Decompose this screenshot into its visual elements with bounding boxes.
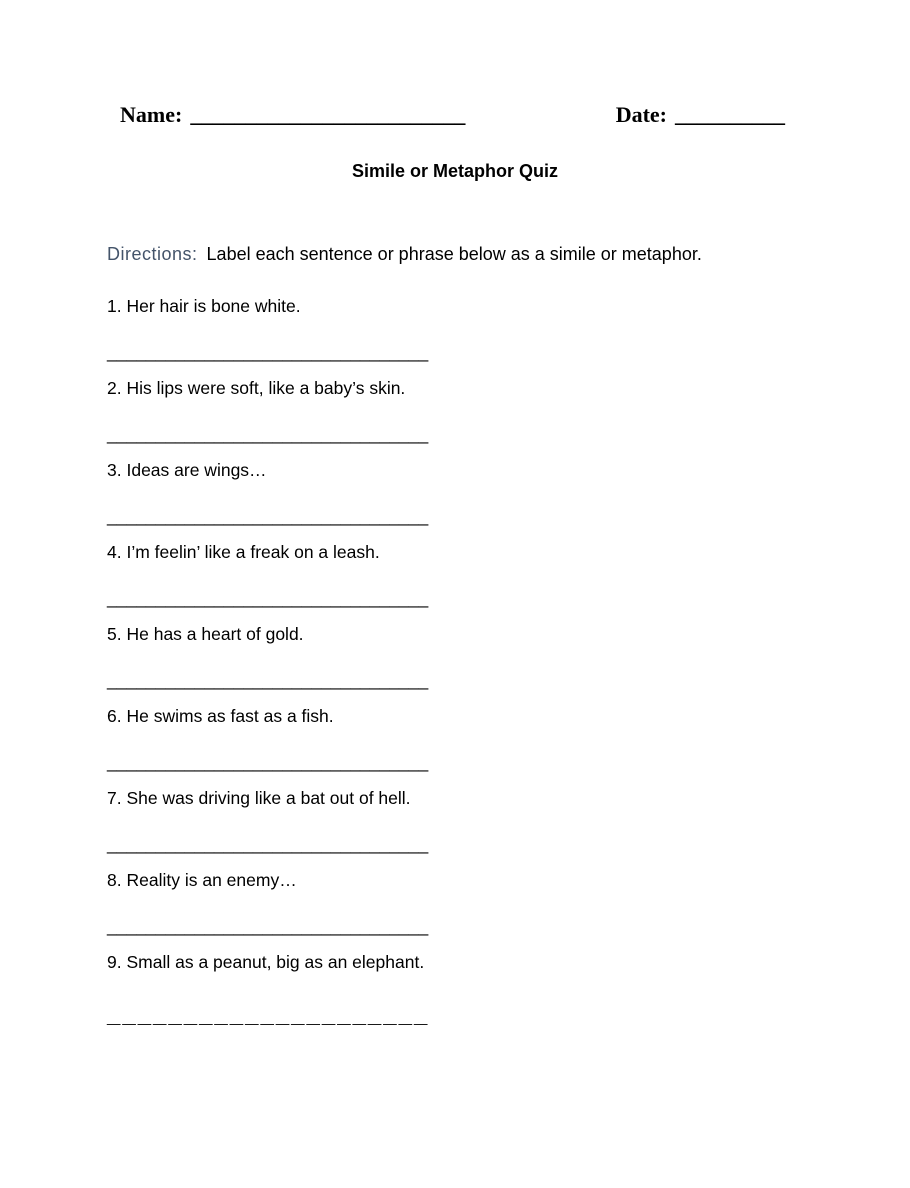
- question-text: [107, 540, 910, 564]
- question-number: 7.: [107, 788, 122, 808]
- question-number: 4.: [107, 542, 122, 562]
- question-sentence: Small as a peanut, big as an elephant.: [126, 952, 425, 972]
- question-number: 6.: [107, 706, 122, 726]
- name-blank-line: _________________________: [190, 102, 466, 127]
- question-block: [107, 540, 910, 610]
- question-sentence: She was driving like a bat out of hell.: [126, 788, 411, 808]
- question-text: [107, 294, 910, 318]
- answer-blank-line: _________________________________: [107, 588, 429, 608]
- question-sentence: I’m feelin’ like a freak on a leash.: [126, 542, 380, 562]
- question-text: [107, 704, 910, 728]
- question-block: [107, 950, 910, 1028]
- page-title: Simile or Metaphor Quiz: [351, 161, 559, 181]
- answer-blank-line-bold: _____________________: [107, 1001, 430, 1028]
- answer-blank-line: _________________________________: [107, 834, 429, 854]
- name-field-group: [120, 100, 465, 130]
- question-number: 3.: [107, 460, 122, 480]
- question-sentence: Ideas are wings…: [126, 460, 267, 480]
- date-field-group: [616, 100, 785, 130]
- answer-blank-line: _________________________________: [107, 506, 429, 526]
- header-row: [120, 100, 785, 130]
- question-block: [107, 704, 910, 774]
- question-text: [107, 458, 910, 482]
- question-block: [107, 458, 910, 528]
- date-label: Date:: [615, 102, 667, 127]
- question-text: [107, 622, 910, 646]
- question-block: [107, 622, 910, 692]
- question-number: 2.: [107, 378, 122, 398]
- question-number: 9.: [107, 952, 122, 972]
- question-block: [107, 786, 910, 856]
- question-number: 8.: [107, 870, 122, 890]
- question-text: [107, 786, 910, 810]
- date-blank-line: __________: [675, 102, 785, 127]
- question-text: [107, 950, 910, 974]
- question-block: [107, 868, 910, 938]
- directions-text: Label each sentence or phrase below as a simile or metaphor.: [206, 244, 702, 264]
- directions-label: Directions:: [107, 244, 198, 264]
- directions-line: [107, 242, 850, 267]
- question-sentence: Reality is an enemy…: [126, 870, 297, 890]
- answer-blank-line: _________________________________: [107, 916, 429, 936]
- question-sentence: He swims as fast as a fish.: [126, 706, 334, 726]
- name-label: Name:: [120, 102, 183, 127]
- question-block: [107, 294, 910, 364]
- question-sentence: Her hair is bone white.: [126, 296, 301, 316]
- answer-blank-line: _________________________________: [107, 670, 429, 690]
- question-number: 5.: [107, 624, 122, 644]
- answer-blank-line: _________________________________: [107, 342, 429, 362]
- question-sentence: His lips were soft, like a baby’s skin.: [126, 378, 406, 398]
- answer-blank-line: _________________________________: [107, 424, 429, 444]
- question-sentence: He has a heart of gold.: [126, 624, 304, 644]
- question-text: [107, 868, 910, 892]
- question-text: [107, 376, 910, 400]
- question-block: [107, 376, 910, 446]
- answer-blank-line: _________________________________: [107, 752, 429, 772]
- question-number: 1.: [107, 296, 122, 316]
- question-list: [107, 294, 910, 1028]
